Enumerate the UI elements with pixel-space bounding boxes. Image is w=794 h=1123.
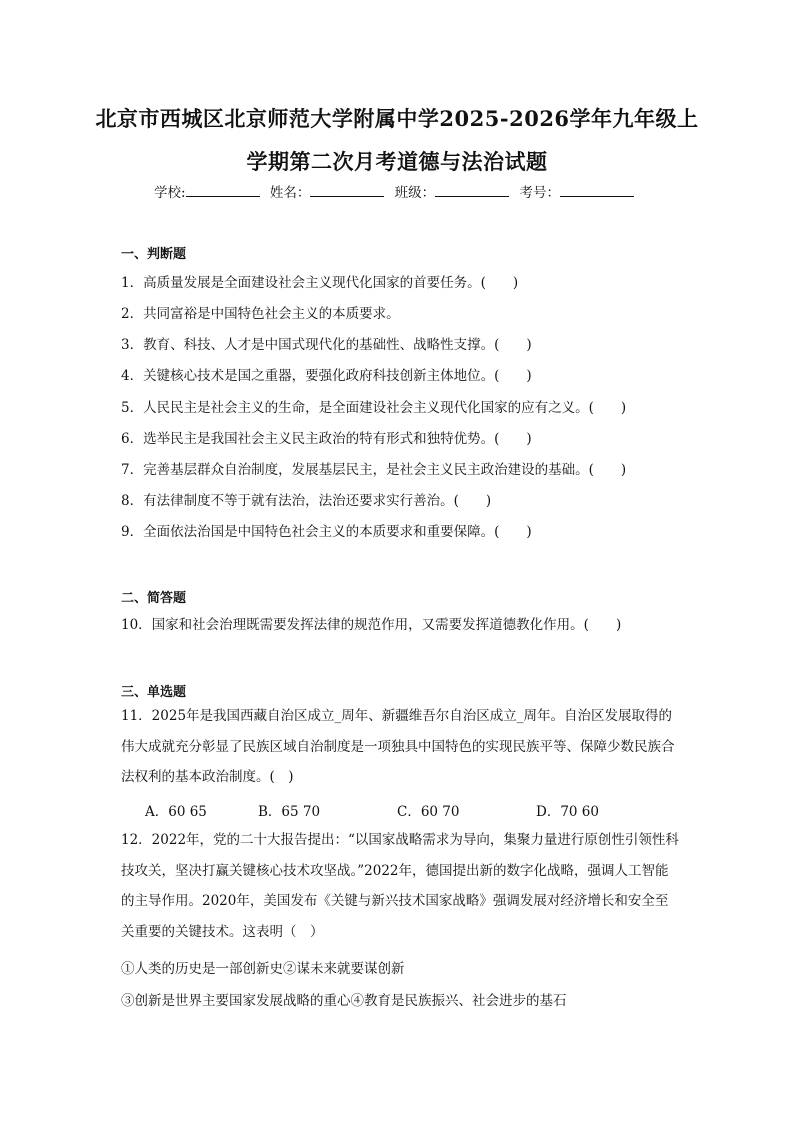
exam-title-line-1: 北京市西城区北京师范大学附属中学2025-2026学年九年级上: [95, 106, 699, 131]
question-11-option-b[interactable]: B．65 70: [258, 804, 321, 820]
name-blank[interactable]: [310, 184, 384, 197]
question-1: 1．高质量发展是全面建设社会主义现代化国家的首要任务。( ): [121, 275, 519, 291]
question-7: 7．完善基层群众自治制度，发展基层民主，是社会主义民主政治建设的基础。( ): [121, 462, 627, 478]
question-11-option-d[interactable]: D．70 60: [536, 804, 599, 820]
question-11-option-a[interactable]: A．60 65: [145, 804, 207, 820]
class-blank[interactable]: [435, 184, 509, 197]
question-10: 10．国家和社会治理既需要发挥法律的规范作用，又需要发挥道德教化作用。( ): [121, 617, 622, 633]
question-5: 5．人民民主是社会主义的生命，是全面建设社会主义现代化国家的应有之义。( ): [121, 400, 627, 416]
question-8: 8．有法律制度不等于就有法治，法治还要求实行善治。( ): [121, 493, 492, 509]
question-6: 6．选举民主是我国社会主义民主政治的特有形式和独特优势。( ): [121, 431, 532, 447]
question-2: 2．共同富裕是中国特色社会主义的本质要求。: [121, 306, 400, 322]
question-11-option-c[interactable]: C．60 70: [397, 804, 460, 820]
question-12-statements-3-4: ③创新是世界主要国家发展战略的重心④教育是民族振兴、社会进步的基石: [121, 993, 567, 1009]
school-label: 学校:: [154, 185, 186, 201]
exam-number-label: 考号：: [519, 185, 560, 201]
question-9: 9．全面依法治国是中国特色社会主义的本质要求和重要保障。( ): [121, 524, 532, 540]
question-12: 12．2022年，党的二十大报告提出：“以国家战略需求为导向，集聚力量进行原创性引领性科技攻关，坚决打赢关键核心技术攻坚战。”2022年，德国提出新的数字化战略，强调人工智能的主导作用。2020年，美国发布《关键与新兴技术国家战略》强调发展对经济增长和安全至关重要的关键技术。这表明（ ）: [121, 832, 679, 940]
question-4: 4．关键核心技术是国之重器，要强化政府科技创新主体地位。( ): [121, 368, 532, 384]
question-11: 11．2025年是我国西藏自治区成立_周年、新疆维吾尔自治区成立_周年。自治区发展取得的伟大成就充分彰显了民族区域自治制度是一项独具中国特色的实现民族平等、保障少数民族合法权利的基本政治制度。( ): [121, 708, 675, 785]
section-heading-single-choice: 三、单选题: [121, 685, 187, 700]
school-blank[interactable]: [186, 184, 260, 197]
section-heading-true-false: 一、判断题: [121, 247, 187, 262]
section-heading-short-answer: 二、简答题: [121, 591, 187, 606]
exam-title-line-2: 学期第二次月考道德与法治试题: [246, 149, 548, 174]
student-info-row: [0, 181, 794, 201]
question-3: 3．教育、科技、人才是中国式现代化的基础性、战略性支撑。( ): [121, 337, 532, 353]
question-12-statements-1-2: ①人类的历史是一部创新史②谋未来就要谋创新: [121, 961, 405, 977]
class-label: 班级：: [394, 185, 436, 201]
exam-number-blank[interactable]: [560, 184, 634, 197]
name-label: 姓名：: [269, 185, 311, 201]
